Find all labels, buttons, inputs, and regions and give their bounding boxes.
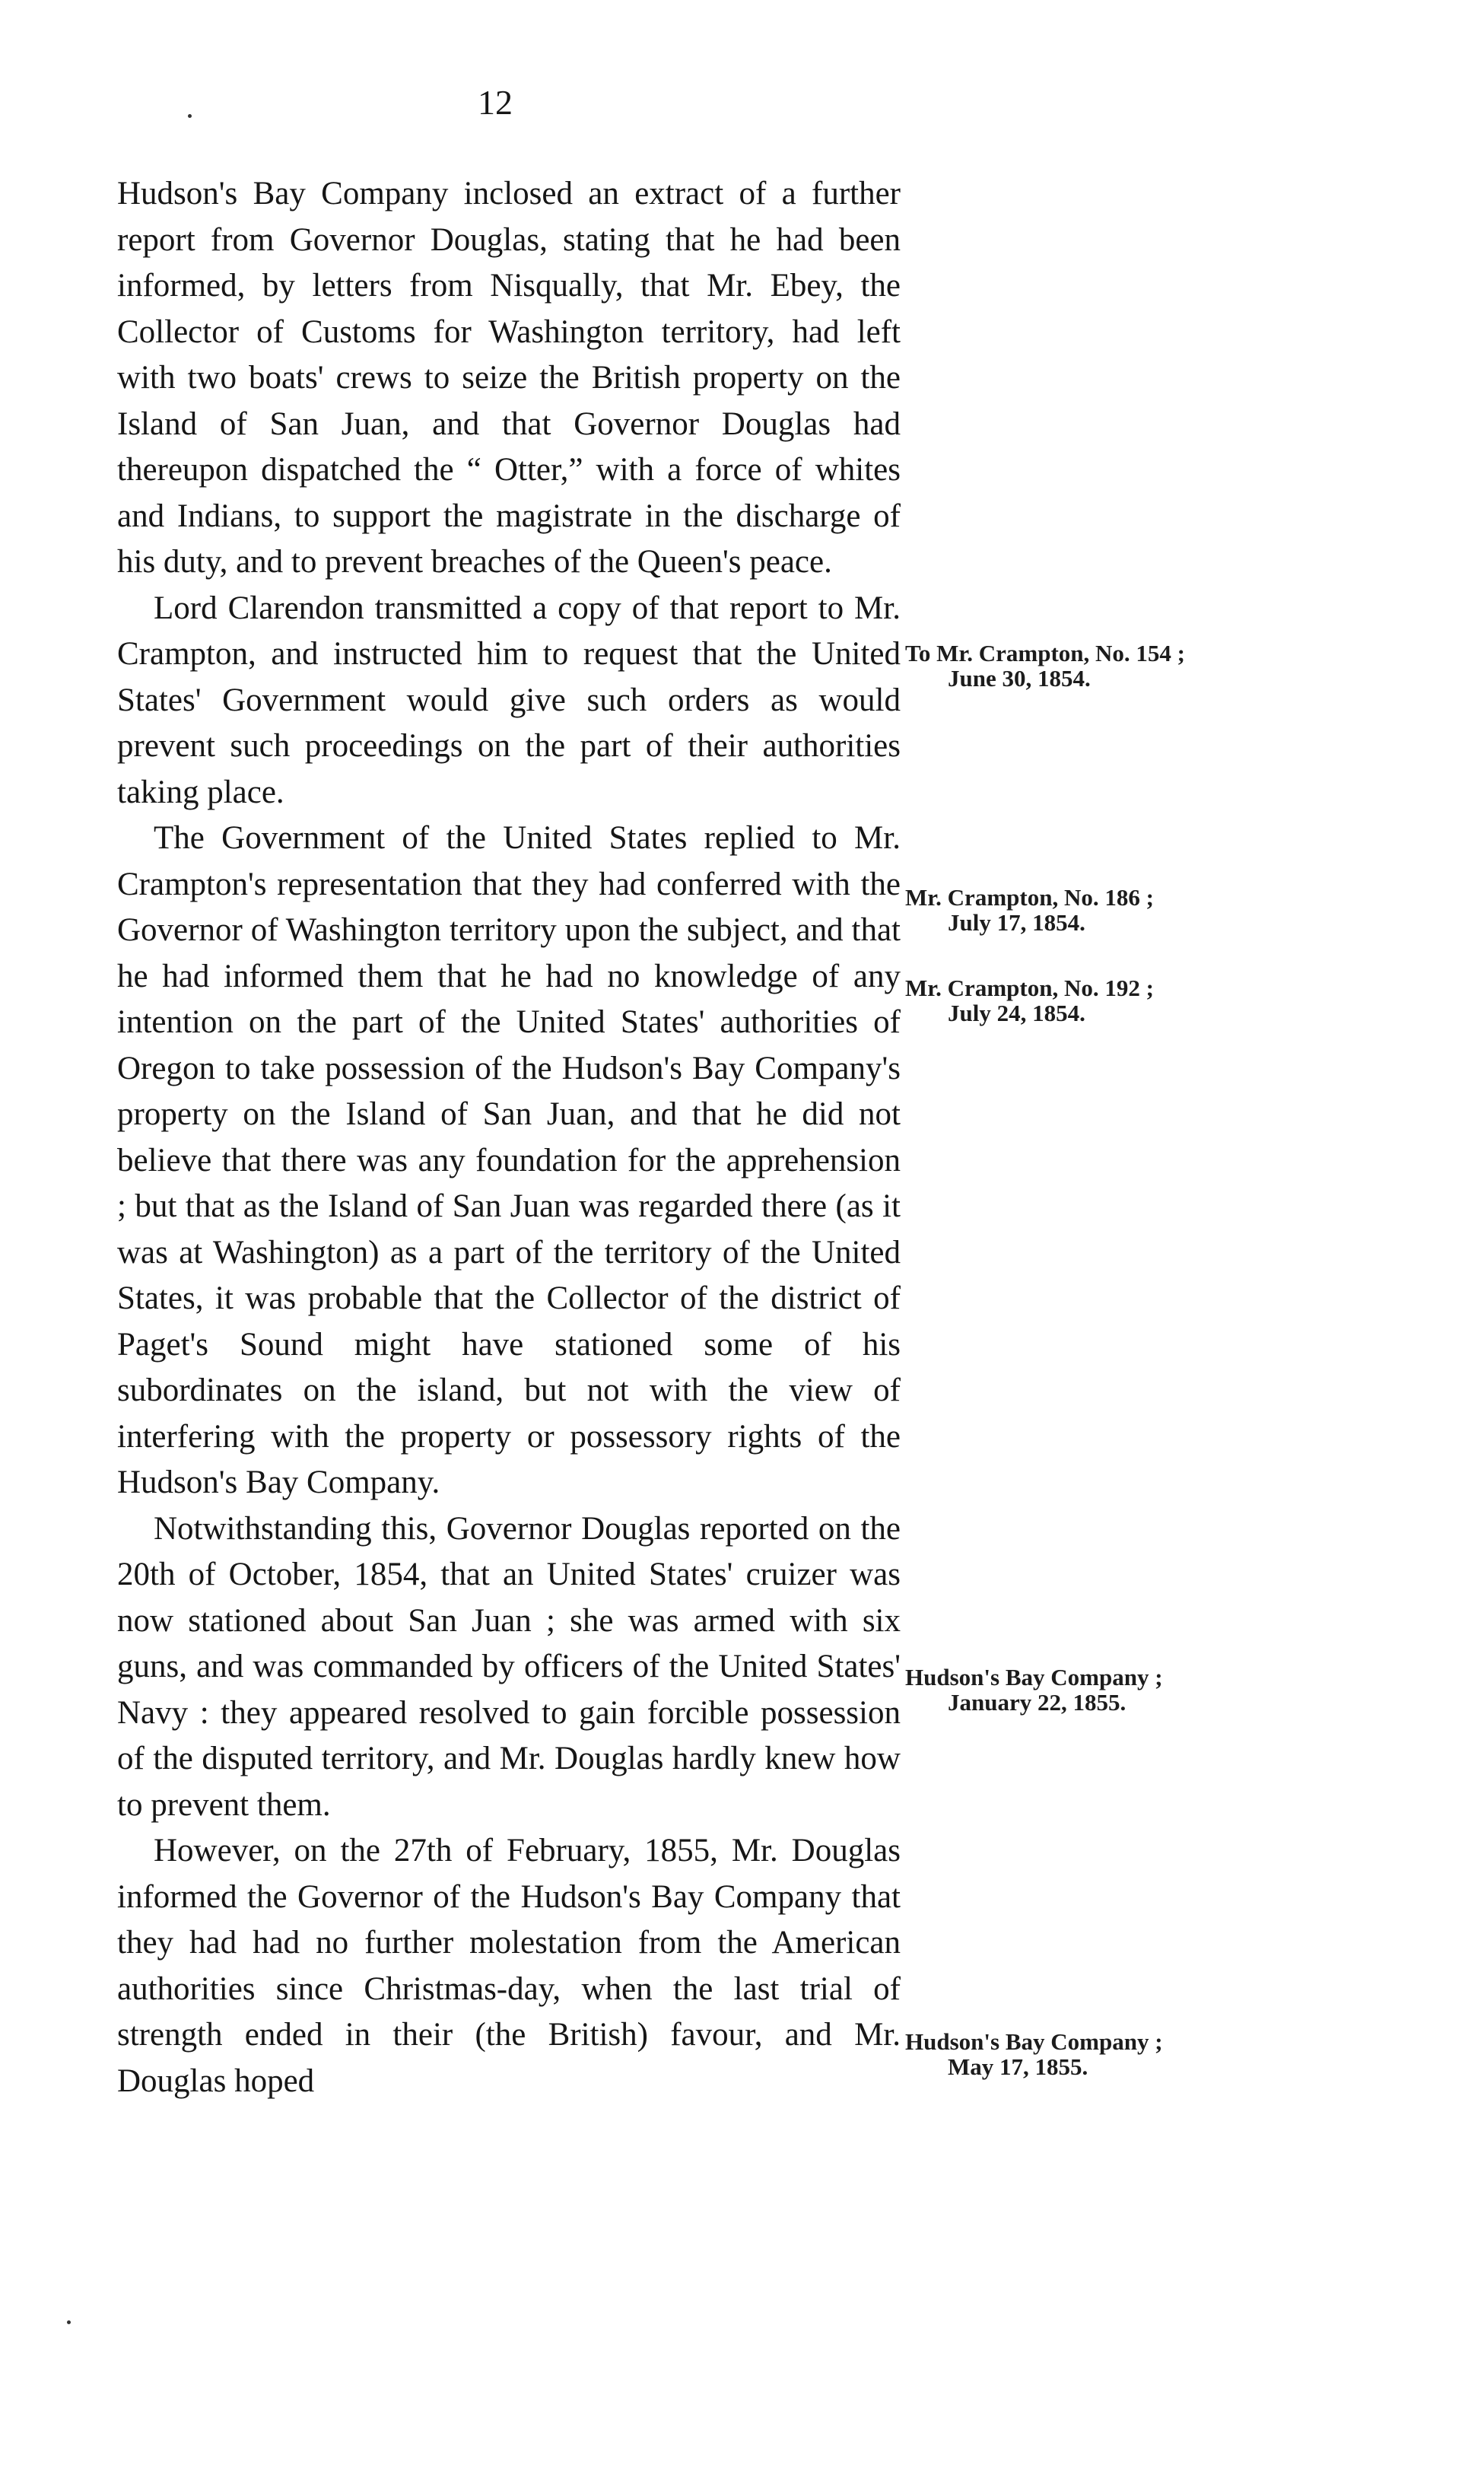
paragraph-2: Lord Clarendon transmitted a copy of that report to Mr. Crampton, and instructed him to request that the United States' Government would give such orders as would prevent such proceedings on the part of their authorities taking place. bbox=[117, 590, 901, 810]
marginal-note-5-line2: May 17, 1855. bbox=[948, 2053, 1088, 2080]
marginal-note-1-line1: To Mr. Crampton, No. 154 ; bbox=[905, 640, 1185, 666]
marginal-note-1 bbox=[905, 641, 1185, 691]
paragraph-5: However, on the 27th of February, 1855, Mr. Douglas informed the Governor of the Hudson's Bay Company that they had had no further molestation from the American authorities since Christmas-day, when the last trial of strength ended in their (the British) favour, and Mr. Douglas hoped bbox=[117, 1833, 901, 2099]
marginal-note-2-line1: Mr. Crampton, No. 186 ; bbox=[905, 884, 1154, 911]
marginal-note-4 bbox=[905, 1665, 1163, 1715]
marginal-note-1-line2: June 30, 1854. bbox=[948, 665, 1091, 692]
paragraph-4: Notwithstanding this, Governor Douglas reported on the 20th of October, 1854, that an United States' cruizer was now stationed about San Juan ; she was armed with six guns, and was commanded by officers of the United States' Navy : they appeared resolved to gain forcible possession of the disputed territory, and Mr. Douglas hardly knew how to prevent them. bbox=[117, 1510, 901, 1823]
marginal-note-2-line2: July 17, 1854. bbox=[948, 909, 1085, 936]
marginal-note-3-line2: July 24, 1854. bbox=[948, 1000, 1085, 1026]
marginal-note-5-line1: Hudson's Bay Company ; bbox=[905, 2028, 1163, 2055]
page-number: 12 bbox=[478, 83, 513, 122]
speck-top bbox=[188, 114, 192, 118]
marginal-note-4-line2: January 22, 1855. bbox=[948, 1689, 1127, 1716]
paragraph-3: The Government of the United States replied to Mr. Crampton's representation that they had conferred with the Governor of Washington territory upon the subject, and that he had informed them that he had no knowledge of any intention on the part of the United States' authorities of Oregon to take possession of the Hudson's Bay Company's property on the Island of San Juan, and that he did not believe that there was any foundation for the apprehension ; but that as the Island of San Juan was regarded there (as it was at Washington) as a part of the territory of the United States, it was probable that the Collector of the district of Paget's Sound might have stationed some of his subordinates on the island, but not with the view of interfering with the property or possessory rights of the Hudson's Bay Company. bbox=[117, 820, 901, 1500]
speck-bottom bbox=[67, 2320, 71, 2324]
marginal-note-2 bbox=[905, 885, 1154, 935]
marginal-note-4-line1: Hudson's Bay Company ; bbox=[905, 1664, 1163, 1690]
marginal-note-5 bbox=[905, 2029, 1163, 2079]
body-text bbox=[117, 171, 901, 2104]
marginal-note-3 bbox=[905, 975, 1154, 1026]
paragraph-1: Hudson's Bay Company inclosed an extract of a further report from Governor Douglas, stating that he had been informed, by letters from Nisqually, that Mr. Ebey, the Collector of Customs for Washington territory, had left with two boats' crews to seize the British property on the Island of San Juan, and that Governor Douglas had thereupon dispatched the “ Otter,” with a force of whites and Indians, to support the magistrate in the discharge of his duty, and to prevent breaches of the Queen's peace. bbox=[117, 176, 901, 580]
marginal-note-3-line1: Mr. Crampton, No. 192 ; bbox=[905, 975, 1154, 1001]
